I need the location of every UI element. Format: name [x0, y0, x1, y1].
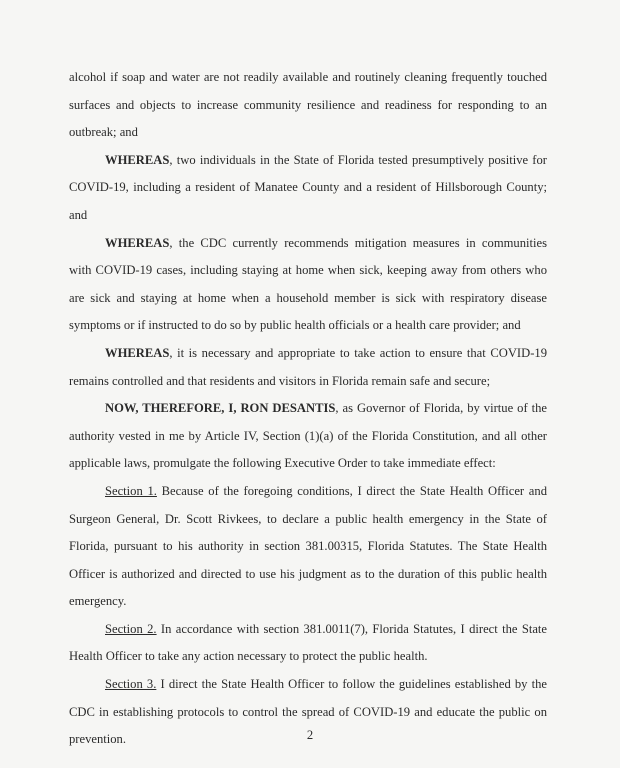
- now-therefore-label: NOW, THEREFORE, I, RON DESANTIS: [105, 401, 336, 416]
- continuation-paragraph: [69, 64, 547, 147]
- whereas-text: , it is necessary and appropriate to take action to ensure that COVID-19 remains controlled and that residents and visitors in Florida remain safe and secure;: [69, 345, 547, 388]
- section-1-paragraph: [69, 478, 547, 616]
- whereas-paragraph-1: [69, 147, 547, 230]
- whereas-text: , two individuals in the State of Florida tested presumptively positive for COVID-19, including a resident of Manatee County and a resident of Hillsborough County; and: [69, 152, 547, 222]
- whereas-text: , the CDC currently recommends mitigation measures in communities with COVID-19 cases, including staying at home when sick, keeping away from others who are sick and staying at home when a household member is sick with respiratory disease symptoms or if instructed to do so by public health officials or a health care provider; and: [69, 235, 547, 333]
- section-text: In accordance with section 381.0011(7), Florida Statutes, I direct the State Health Officer to take any action necessary to protect the public health.: [69, 621, 548, 664]
- page-number: 2: [306, 728, 314, 742]
- whereas-label: WHEREAS: [105, 235, 170, 250]
- section-text: I direct the State Health Officer to follow the guidelines established by the CDC in establishing protocols to control the spread of COVID-19 and educate the public on prevention.: [69, 677, 547, 747]
- whereas-label: WHEREAS: [105, 152, 170, 167]
- section-label: Section 1.: [105, 483, 157, 498]
- section-label: Section 2.: [105, 621, 157, 636]
- continuation-text: alcohol if soap and water are not readily available and routinely cleaning frequently touched surfaces and objects to increase community resilience and readiness for responding to an outbreak; and: [69, 70, 547, 140]
- whereas-paragraph-2: [69, 230, 547, 340]
- section-2-paragraph: [69, 616, 547, 671]
- section-label: Section 3.: [105, 677, 157, 692]
- now-therefore-text: , as Governor of Florida, by virtue of the authority vested in me by Article IV, Section (1)(a) of the Florida Constitution, and all other applicable laws, promulgate the following Executive Order to take immediate effect:: [69, 401, 548, 471]
- now-therefore-paragraph: [69, 395, 547, 478]
- document-body: [69, 64, 547, 754]
- section-text: Because of the foregoing conditions, I direct the State Health Officer and Surgeon General, Dr. Scott Rivkees, to declare a public health emergency in the State of Florida, pursuant to his authority in section 381.00315, Florida Statutes. The State Health Officer is authorized and directed to use his judgment as to the duration of this public health emergency.: [69, 483, 547, 609]
- whereas-label: WHEREAS: [105, 345, 170, 360]
- whereas-paragraph-3: [69, 340, 547, 395]
